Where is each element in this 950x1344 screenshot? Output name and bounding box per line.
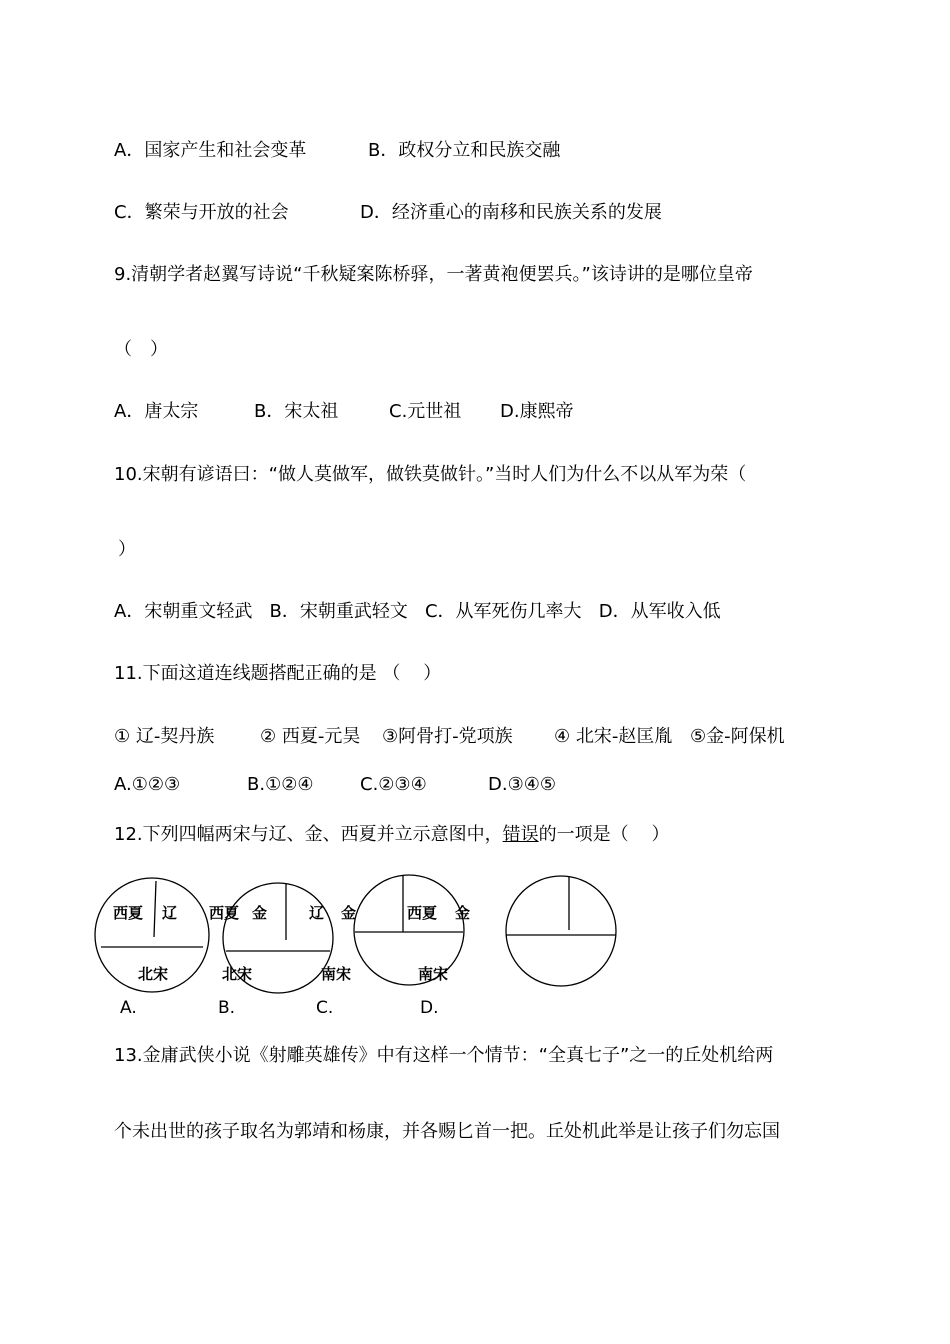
q9-option-a: A．唐太宗 xyxy=(114,401,199,422)
q8-option-b: B．政权分立和民族交融 xyxy=(368,140,561,161)
map-c-top-left: 辽 xyxy=(309,904,325,922)
q8-option-a: A．国家产生和社会变革 xyxy=(114,140,307,161)
map-d-circle xyxy=(506,876,616,986)
q12-stem-before: 12.下列四幅两宋与辽、金、西夏并立示意图中， xyxy=(114,824,503,845)
map-a xyxy=(95,878,209,1018)
q13-line-2: 个未出世的孩子取名为郭靖和杨康，并各赐匕首一把。丘处机此举是让孩子们勿忘国 xyxy=(114,1121,780,1142)
map-a-letter: A. xyxy=(120,998,137,1018)
q10-options: A．宋朝重文轻武 B．宋朝重武轻文 C．从军死伤几率大 D．从军收入低 xyxy=(114,601,721,622)
map-a-bottom: 北宋 xyxy=(138,965,169,983)
map-b-bottom: 北宋 xyxy=(222,965,253,983)
q9-option-c: C.元世祖 xyxy=(389,401,462,422)
map-a-top-left: 西夏 xyxy=(113,904,144,922)
map-d-top-right: 金 xyxy=(455,904,471,922)
q9-bracket: （ ） xyxy=(114,339,168,360)
q8-option-c: C．繁荣与开放的社会 xyxy=(114,202,289,223)
map-b-letter: B. xyxy=(218,998,236,1018)
q11-item-1: ① 辽-契丹族 xyxy=(114,726,215,747)
q11-option-d: D.③④⑤ xyxy=(488,774,556,795)
map-d xyxy=(407,876,616,1018)
q9-option-b: B．宋太祖 xyxy=(254,401,339,422)
q11-stem: 11.下面这道连线题搭配正确的是 （ ） xyxy=(114,663,442,684)
map-d-bottom: 南宋 xyxy=(418,965,449,983)
q13-line-1: 13.金庸武侠小说《射雕英雄传》中有这样一个情节：“全真七子”之一的丘处机给两 xyxy=(114,1045,774,1066)
q11-option-a: A.①②③ xyxy=(114,774,181,795)
q11-item-2: ② 西夏-元昊 xyxy=(260,726,361,747)
q11-item-5: ⑤金-阿保机 xyxy=(690,726,785,747)
map-b-top-left: 西夏 xyxy=(209,904,240,922)
map-b-top-right: 金 xyxy=(252,904,268,922)
q9-stem: 9.清朝学者赵翼写诗说“千秋疑案陈桥驿，一著黄袍便罢兵。”该诗讲的是哪位皇帝 xyxy=(114,264,753,285)
q9-option-d: D.康熙帝 xyxy=(500,401,574,422)
map-c-top-right: 金 xyxy=(341,904,357,922)
map-a-vertical-border xyxy=(154,881,156,937)
q12-stem-after: 的一项是（ ） xyxy=(538,824,670,845)
map-d-top-left: 西夏 xyxy=(407,904,438,922)
q8-option-d: D．经济重心的南移和民族关系的发展 xyxy=(360,202,662,223)
map-c-bottom: 南宋 xyxy=(321,965,352,983)
q12-stem-underlined: 错误 xyxy=(502,824,539,845)
map-d-letter: D. xyxy=(420,998,439,1018)
map-a-top-right: 辽 xyxy=(162,904,178,922)
q10-stem: 10.宋朝有谚语曰：“做人莫做军，做铁莫做针。”当时人们为什么不以从军为荣（ xyxy=(114,464,747,485)
q11-item-4: ④ 北宋-赵匡胤 xyxy=(554,726,673,747)
q10-bracket-close: ） xyxy=(118,539,136,560)
q11-item-3: ③阿骨打-党项族 xyxy=(382,726,513,747)
q11-option-b: B.①②④ xyxy=(247,774,314,795)
map-c-letter: C. xyxy=(316,998,334,1018)
q11-option-c: C.②③④ xyxy=(360,774,427,795)
